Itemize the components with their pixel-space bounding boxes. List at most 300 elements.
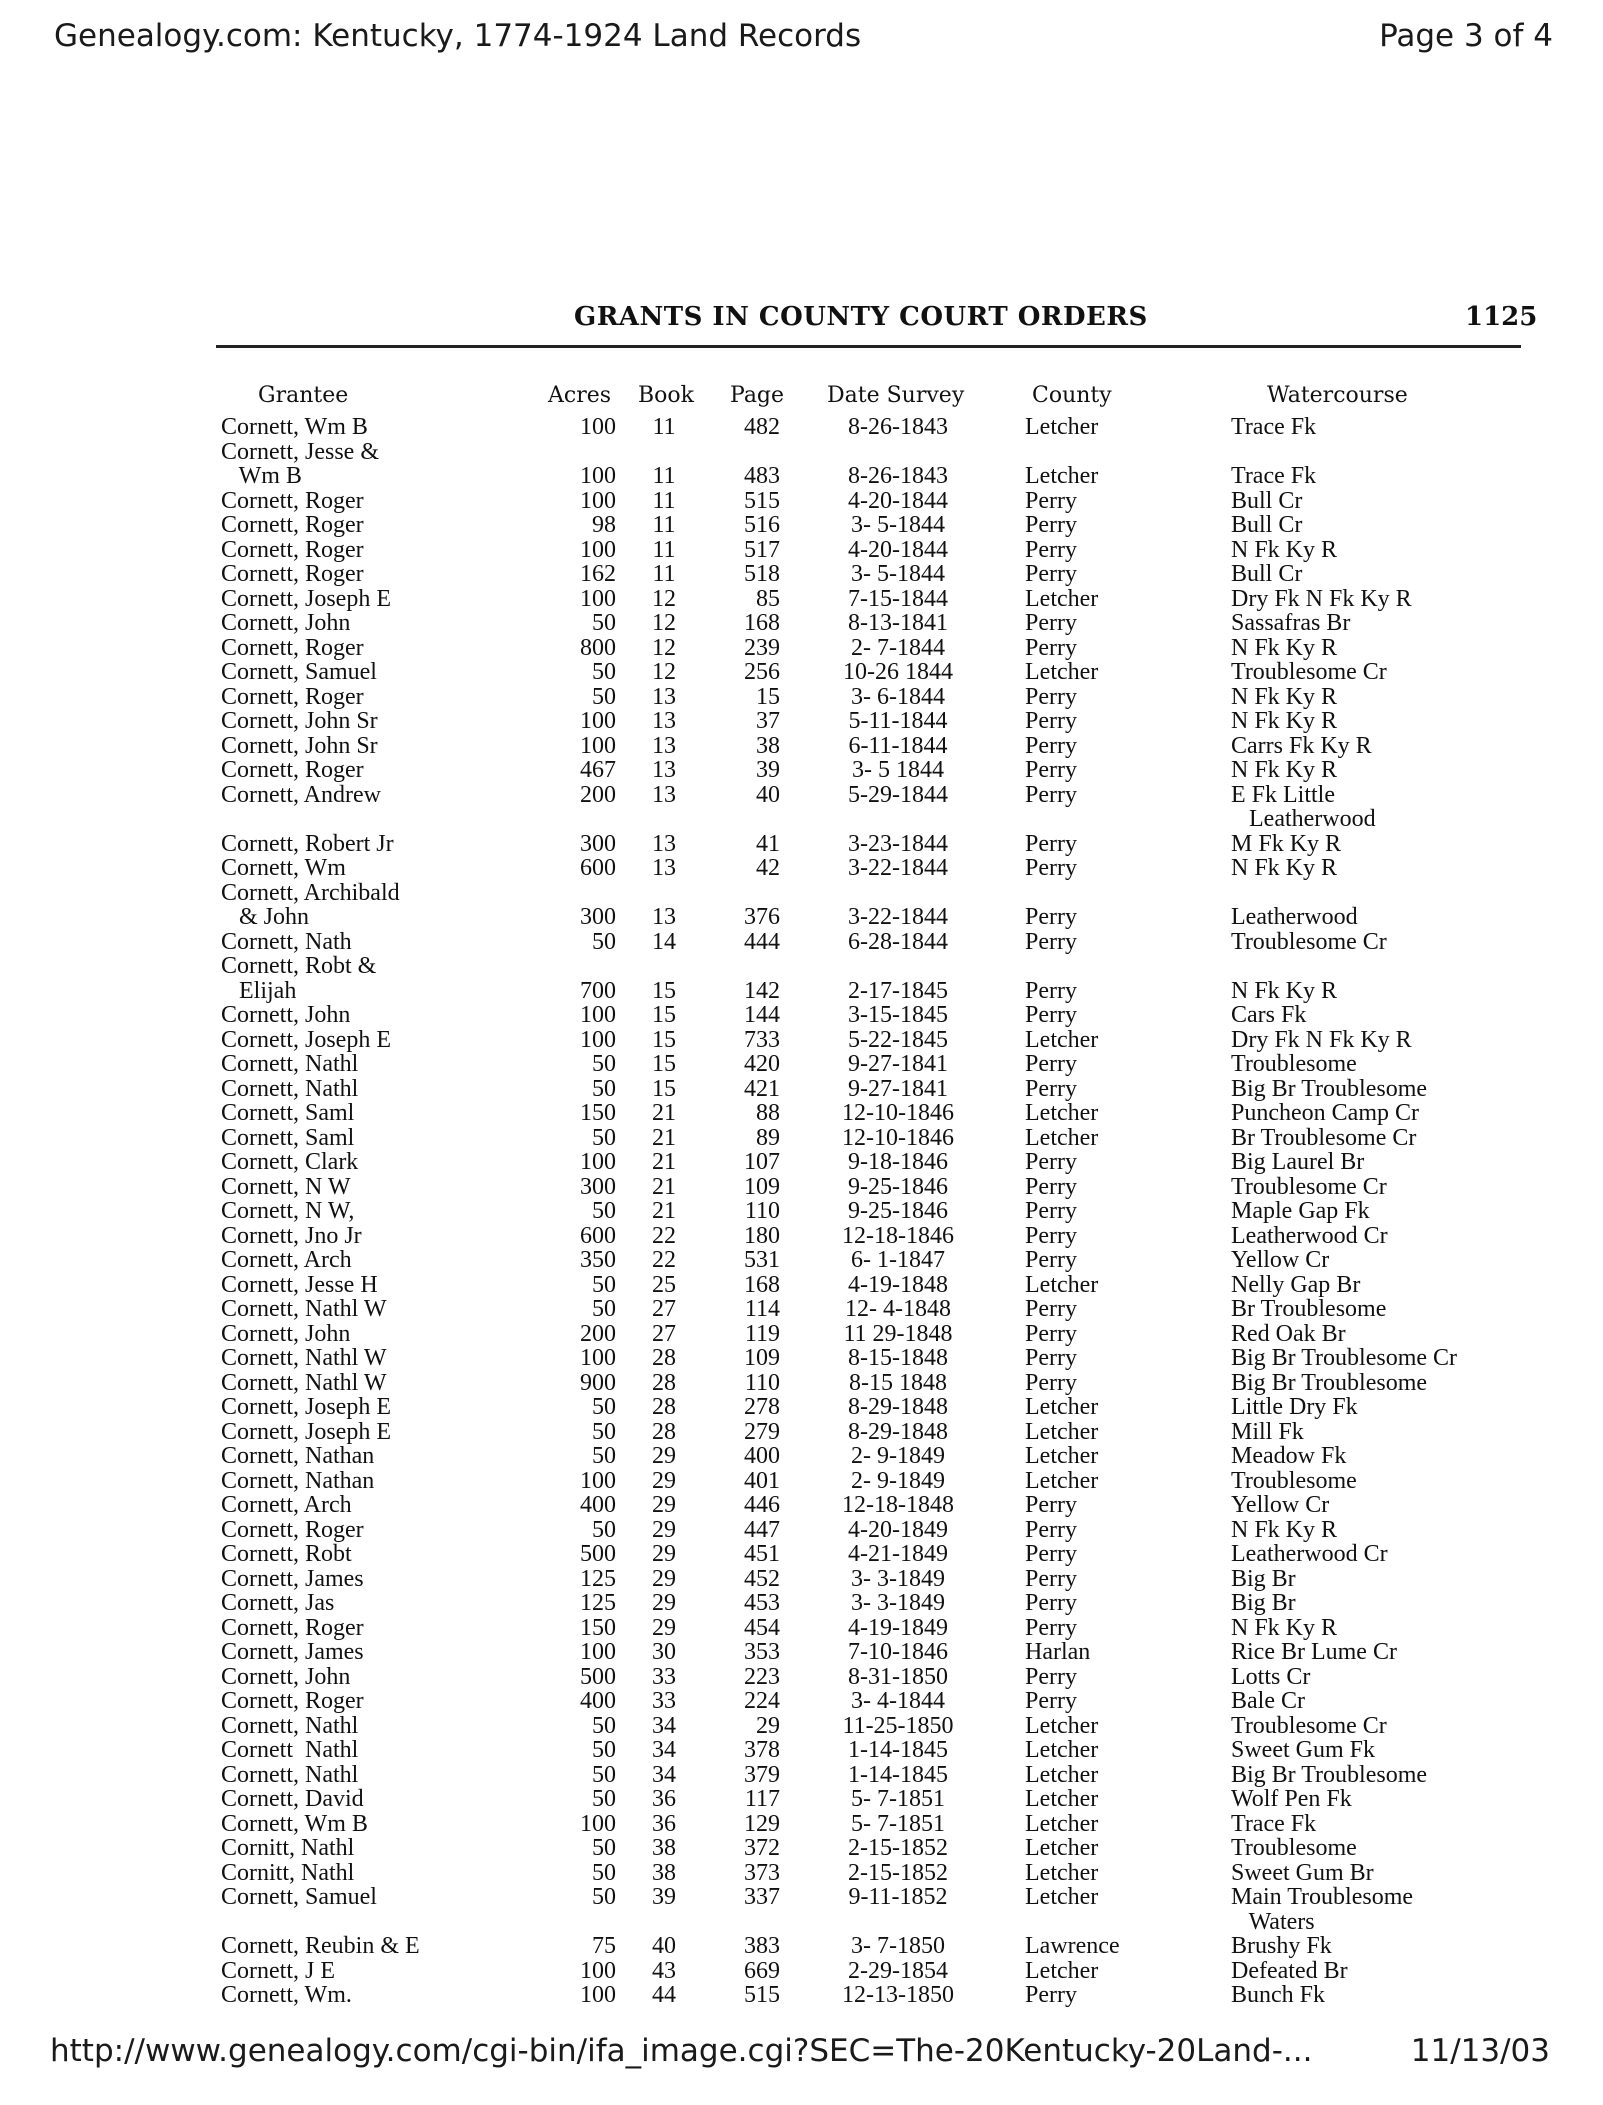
table-row	[0, 1616, 1603, 1641]
grantee-cell: Cornett, Roger	[221, 1516, 364, 1543]
page-cell: 129	[744, 1810, 780, 1837]
watercourse-cell: Yellow Cr	[1231, 1492, 1330, 1518]
date-survey-cell: 9-25-1846	[848, 1198, 948, 1224]
watercourse-cell: Troublesome Cr	[1231, 659, 1387, 685]
acres-cell: 100	[580, 1639, 616, 1665]
watercourse-cell: Puncheon Camp Cr	[1231, 1100, 1419, 1126]
col-acres: Acres	[548, 383, 612, 408]
watercourse-cell: Troublesome Cr	[1231, 1173, 1387, 1200]
watercourse-cell: N Fk Ky R	[1231, 708, 1338, 734]
county-cell: Perry	[1025, 1590, 1077, 1616]
table-row	[0, 660, 1603, 685]
watercourse-cell: N Fk Ky R	[1231, 1516, 1338, 1543]
date-survey-cell: 1-14-1845	[848, 1761, 948, 1788]
book-cell: 28	[652, 1394, 676, 1420]
book-cell: 38	[652, 1835, 676, 1861]
table-row	[0, 1248, 1603, 1273]
watercourse-cell: Leatherwood Cr	[1231, 1222, 1388, 1249]
acres-cell: 100	[580, 1467, 616, 1494]
county-cell: Perry	[1025, 830, 1077, 857]
acres-cell: 50	[592, 1884, 616, 1910]
page-cell: 224	[744, 1688, 780, 1714]
grantee-cell: Cornett, Arch	[221, 1492, 352, 1518]
acres-cell: 100	[580, 463, 616, 489]
acres-cell: 50	[592, 1418, 616, 1445]
acres-cell: 100	[580, 1149, 616, 1175]
acres-cell: 467	[580, 757, 616, 783]
col-grantee: Grantee	[258, 383, 349, 408]
grantee-cell: Cornett, Roger	[221, 536, 364, 563]
page-cell: 89	[756, 1124, 780, 1151]
date-survey-cell: 2-15-1852	[848, 1835, 948, 1861]
book-cell: 33	[652, 1688, 676, 1714]
county-cell: Perry	[1025, 634, 1077, 661]
county-cell: Letcher	[1025, 1835, 1099, 1861]
acres-cell: 100	[580, 1982, 616, 2008]
book-cell: 15	[652, 1051, 676, 1077]
date-survey-cell: 11 29-1848	[843, 1320, 953, 1347]
watercourse-cell: Trace Fk	[1231, 414, 1317, 440]
book-cell: 21	[652, 1198, 676, 1224]
county-cell: Letcher	[1025, 1884, 1099, 1910]
book-cell: 11	[652, 512, 676, 538]
grantee-cell: Cornett, J E	[221, 1957, 335, 1984]
grantee-cell: Cornett, Roger	[221, 512, 364, 538]
book-cell: 13	[652, 904, 676, 930]
date-survey-cell: 4-20-1844	[848, 536, 948, 563]
county-cell: Perry	[1025, 1345, 1077, 1371]
county-cell: Perry	[1025, 1149, 1077, 1175]
county-cell: Perry	[1025, 732, 1077, 759]
grantee-cell: Cornett, Roger	[221, 561, 364, 587]
county-cell: Perry	[1025, 1296, 1077, 1322]
acres-cell: 50	[592, 1271, 616, 1298]
watercourse-cell: N Fk Ky R	[1231, 683, 1338, 710]
county-cell: Letcher	[1025, 1786, 1099, 1812]
date-survey-cell: 4-20-1844	[848, 487, 948, 514]
table-row	[0, 1224, 1603, 1249]
page-cell: 144	[744, 1002, 780, 1028]
page-cell: 372	[744, 1835, 780, 1861]
grantee-cell: Cornett, Andrew	[221, 781, 381, 808]
acres-cell: 800	[580, 634, 616, 661]
col-watercourse: Watercourse	[1267, 383, 1408, 408]
page-cell: 447	[744, 1516, 780, 1543]
page-cell: 531	[744, 1247, 780, 1273]
watercourse-cell: Yellow Cr	[1231, 1247, 1330, 1273]
table-row	[0, 1591, 1603, 1616]
acres-cell: 100	[580, 732, 616, 759]
county-cell: Perry	[1025, 610, 1077, 636]
table-row	[0, 1150, 1603, 1175]
table-row	[0, 440, 1603, 465]
acres-cell: 50	[592, 1761, 616, 1788]
page-cell: 168	[744, 1271, 780, 1298]
watercourse-cell: Bull Cr	[1231, 512, 1303, 538]
table-row	[0, 562, 1603, 587]
watercourse-cell: Troublesome	[1231, 1051, 1357, 1077]
col-date: Date Survey	[827, 383, 965, 408]
county-cell: Perry	[1025, 708, 1077, 734]
county-cell: Letcher	[1025, 1737, 1099, 1763]
date-survey-cell: 12-18-1846	[842, 1222, 954, 1249]
watercourse-cell: Leatherwood	[1231, 904, 1358, 930]
col-county: County	[1032, 383, 1112, 408]
county-cell: Perry	[1025, 1565, 1077, 1592]
book-cell: 13	[652, 781, 676, 808]
county-cell: Perry	[1025, 536, 1077, 563]
acres-cell: 100	[580, 1002, 616, 1028]
book-cell: 13	[652, 830, 676, 857]
page-cell: 110	[744, 1369, 780, 1396]
table-row	[0, 1665, 1603, 1690]
page-cell: 373	[744, 1859, 780, 1886]
book-cell: 29	[652, 1614, 676, 1641]
book-cell: 11	[652, 463, 676, 489]
book-cell: 12	[652, 585, 676, 612]
grantee-cell: Cornett, Saml	[221, 1124, 355, 1151]
county-cell: Letcher	[1025, 1394, 1099, 1420]
watercourse-cell: Troublesome	[1231, 1467, 1357, 1494]
acres-cell: 50	[592, 1075, 616, 1102]
table-row	[0, 856, 1603, 881]
county-cell: Lawrence	[1025, 1933, 1120, 1959]
acres-cell: 50	[592, 1786, 616, 1812]
date-survey-cell: 3-15-1845	[848, 1002, 948, 1028]
book-cell: 29	[652, 1565, 676, 1592]
acres-cell: 162	[580, 561, 616, 587]
table-row	[0, 905, 1603, 930]
watercourse-cell: Waters	[1231, 1908, 1315, 1935]
acres-cell: 125	[580, 1590, 616, 1616]
book-cell: 38	[652, 1859, 676, 1886]
watercourse-cell: Sweet Gum Br	[1231, 1859, 1374, 1886]
table-row	[0, 1714, 1603, 1739]
page-cell: 401	[744, 1467, 780, 1494]
book-cell: 13	[652, 708, 676, 734]
grantee-cell: Cornett, Samuel	[221, 1884, 377, 1910]
county-cell: Perry	[1025, 1369, 1077, 1396]
acres-cell: 125	[580, 1565, 616, 1592]
grantee-cell: Cornett, Joseph E	[221, 585, 391, 612]
column-headers	[0, 383, 1603, 413]
page-cell: 109	[744, 1173, 780, 1200]
county-cell: Perry	[1025, 487, 1077, 514]
watercourse-cell: Trace Fk	[1231, 463, 1317, 489]
watercourse-cell: N Fk Ky R	[1231, 1614, 1338, 1641]
acres-cell: 300	[580, 904, 616, 930]
watercourse-cell: Big Laurel Br	[1231, 1149, 1365, 1175]
table-row	[0, 758, 1603, 783]
book-cell: 29	[652, 1590, 676, 1616]
grantee-cell: Cornett, Nathl	[221, 1761, 359, 1788]
table-row	[0, 1420, 1603, 1445]
grantee-cell: Cornett, Clark	[221, 1149, 359, 1175]
book-cell: 43	[652, 1957, 676, 1984]
watercourse-cell: Big Br Troublesome	[1231, 1761, 1428, 1788]
date-survey-cell: 3- 6-1844	[851, 683, 945, 710]
acres-cell: 100	[580, 585, 616, 612]
acres-cell: 50	[592, 1516, 616, 1543]
watercourse-cell: Leatherwood Cr	[1231, 1541, 1388, 1567]
title-rule	[216, 345, 1521, 348]
acres-cell: 50	[592, 659, 616, 685]
page-cell: 88	[756, 1100, 780, 1126]
date-survey-cell: 8-26-1843	[848, 463, 948, 489]
book-cell: 12	[652, 634, 676, 661]
table-row	[0, 1910, 1603, 1935]
page-cell: 453	[744, 1590, 780, 1616]
acres-cell: 100	[580, 1810, 616, 1837]
book-cell: 34	[652, 1712, 676, 1739]
table-row	[0, 1469, 1603, 1494]
acres-cell: 100	[580, 708, 616, 734]
watercourse-cell: Meadow Fk	[1231, 1443, 1347, 1469]
acres-cell: 150	[580, 1100, 616, 1126]
grantee-cell: Cornett, Nathl	[221, 1712, 359, 1739]
county-cell: Perry	[1025, 977, 1077, 1004]
county-cell: Perry	[1025, 1222, 1077, 1249]
table-row	[0, 979, 1603, 1004]
book-cell: 22	[652, 1247, 676, 1273]
date-survey-cell: 2-15-1852	[848, 1859, 948, 1886]
grantee-cell: Cornett, Joseph E	[221, 1026, 391, 1053]
book-cell: 21	[652, 1124, 676, 1151]
book-cell: 11	[652, 536, 676, 563]
table-row	[0, 1983, 1603, 2008]
print-footer-url: http://www.genealogy.com/cgi-bin/ifa_image.cgi?SEC=The-20Kentucky-20Land-...	[50, 2033, 1313, 2069]
print-header-page: Page 3 of 4	[1379, 18, 1553, 54]
watercourse-cell: Defeated Br	[1231, 1957, 1348, 1984]
date-survey-cell: 6-11-1844	[848, 732, 948, 759]
watercourse-cell: Nelly Gap Br	[1231, 1271, 1361, 1298]
grantee-cell: Cornett, Samuel	[221, 659, 377, 685]
acres-cell: 350	[580, 1247, 616, 1273]
page-cell: 117	[744, 1786, 780, 1812]
page-cell: 29	[756, 1712, 780, 1739]
acres-cell: 200	[580, 1320, 616, 1347]
book-cell: 25	[652, 1271, 676, 1298]
table-row	[0, 489, 1603, 514]
book-cell: 33	[652, 1663, 676, 1690]
acres-cell: 900	[580, 1369, 616, 1396]
book-cell: 30	[652, 1639, 676, 1665]
grantee-cell: Cornett, Roger	[221, 487, 364, 514]
acres-cell: 100	[580, 1026, 616, 1053]
county-cell: Letcher	[1025, 1124, 1099, 1151]
acres-cell: 50	[592, 610, 616, 636]
table-row	[0, 807, 1603, 832]
watercourse-cell: N Fk Ky R	[1231, 855, 1338, 881]
date-survey-cell: 12- 4-1848	[845, 1296, 951, 1322]
date-survey-cell: 4-20-1849	[848, 1516, 948, 1543]
watercourse-cell: Rice Br Lume Cr	[1231, 1639, 1397, 1665]
county-cell: Perry	[1025, 1075, 1077, 1102]
page-cell: 444	[744, 928, 780, 955]
table-row	[0, 1199, 1603, 1224]
watercourse-cell: N Fk Ky R	[1231, 634, 1338, 661]
grantee-cell: Cornett Nathl	[221, 1737, 359, 1763]
county-cell: Perry	[1025, 1002, 1077, 1028]
acres-cell: 200	[580, 781, 616, 808]
table-row	[0, 464, 1603, 489]
acres-cell: 50	[592, 1443, 616, 1469]
table-row	[0, 1126, 1603, 1151]
table-row	[0, 1175, 1603, 1200]
acres-cell: 50	[592, 1737, 616, 1763]
grantee-cell: Cornett, Wm	[221, 855, 346, 881]
watercourse-cell: Sweet Gum Fk	[1231, 1737, 1375, 1763]
acres-cell: 600	[580, 1222, 616, 1249]
watercourse-cell: Cars Fk	[1231, 1002, 1307, 1028]
acres-cell: 400	[580, 1688, 616, 1714]
county-cell: Perry	[1025, 1198, 1077, 1224]
grantee-cell: Cornett, Nathl	[221, 1051, 359, 1077]
table-row	[0, 587, 1603, 612]
acres-cell: 50	[592, 1124, 616, 1151]
book-cell: 34	[652, 1761, 676, 1788]
watercourse-cell: Big Br	[1231, 1590, 1296, 1616]
page-cell: 39	[756, 757, 780, 783]
watercourse-cell: Main Troublesome	[1231, 1884, 1414, 1910]
date-survey-cell: 3-22-1844	[848, 904, 948, 930]
page-cell: 119	[744, 1320, 780, 1347]
grantee-cell: Cornett, James	[221, 1639, 364, 1665]
grantee-cell: Wm B	[221, 463, 302, 489]
book-cell: 21	[652, 1149, 676, 1175]
book-cell: 29	[652, 1443, 676, 1469]
page-cell: 353	[744, 1639, 780, 1665]
grantee-cell: Cornett, Jas	[221, 1590, 335, 1616]
page-cell: 518	[744, 561, 780, 587]
date-survey-cell: 8-26-1843	[848, 414, 948, 440]
page-cell: 37	[756, 708, 780, 734]
date-survey-cell: 4-19-1849	[848, 1614, 948, 1641]
print-footer-date: 11/13/03	[1410, 2033, 1550, 2069]
watercourse-cell: Carrs Fk Ky R	[1231, 732, 1372, 759]
table-row	[0, 1028, 1603, 1053]
county-cell: Perry	[1025, 1516, 1077, 1543]
book-cell: 13	[652, 757, 676, 783]
table-row	[0, 1322, 1603, 1347]
grantee-cell: Cornett, Joseph E	[221, 1418, 391, 1445]
book-cell: 12	[652, 610, 676, 636]
table-row	[0, 1371, 1603, 1396]
watercourse-cell: Bale Cr	[1231, 1688, 1305, 1714]
book-cell: 11	[652, 414, 676, 440]
date-survey-cell: 5- 7-1851	[851, 1786, 945, 1812]
page-cell: 110	[744, 1198, 780, 1224]
county-cell: Letcher	[1025, 414, 1099, 440]
table-row	[0, 1861, 1603, 1886]
page-cell: 378	[744, 1737, 780, 1763]
grantee-cell: Cornett, Jesse &	[221, 438, 379, 465]
grantee-cell: Cornett, James	[221, 1565, 364, 1592]
book-cell: 13	[652, 855, 676, 881]
book-cell: 11	[652, 561, 676, 587]
grantee-cell: Cornett, John	[221, 1320, 351, 1347]
county-cell: Perry	[1025, 781, 1077, 808]
county-cell: Perry	[1025, 928, 1077, 955]
date-survey-cell: 8-13-1841	[848, 610, 948, 636]
table-row	[0, 1052, 1603, 1077]
grantee-cell: Cornett, Nathl	[221, 1075, 359, 1102]
acres-cell: 100	[580, 487, 616, 514]
page-cell: 223	[744, 1663, 780, 1690]
table-row	[0, 1567, 1603, 1592]
watercourse-cell: Bunch Fk	[1231, 1982, 1326, 2008]
grantee-cell: Cornett, Wm B	[221, 1810, 368, 1837]
date-survey-cell: 3- 4-1844	[851, 1688, 945, 1714]
grantee-cell: Cornett, Roger	[221, 757, 364, 783]
table-row	[0, 954, 1603, 979]
date-survey-cell: 5- 7-1851	[851, 1810, 945, 1837]
table-row	[0, 1787, 1603, 1812]
table-row	[0, 1640, 1603, 1665]
page-cell: 41	[756, 830, 780, 857]
date-survey-cell: 10-26 1844	[843, 659, 953, 685]
table-row	[0, 1689, 1603, 1714]
grantee-cell: Cornett, Roger	[221, 683, 364, 710]
acres-cell: 700	[580, 977, 616, 1004]
grantee-cell: Elijah	[221, 977, 297, 1004]
watercourse-cell: Leatherwood	[1231, 806, 1376, 832]
acres-cell: 100	[580, 1957, 616, 1984]
acres-cell: 150	[580, 1614, 616, 1641]
acres-cell: 50	[592, 1712, 616, 1739]
page-cell: 515	[744, 487, 780, 514]
county-cell: Perry	[1025, 1663, 1077, 1690]
county-cell: Perry	[1025, 1982, 1077, 2008]
watercourse-cell: Big Br Troublesome Cr	[1231, 1345, 1458, 1371]
table-row	[0, 1444, 1603, 1469]
acres-cell: 50	[592, 683, 616, 710]
book-cell: 15	[652, 1075, 676, 1102]
book-cell: 27	[652, 1296, 676, 1322]
table-row	[0, 1542, 1603, 1567]
date-survey-cell: 8-31-1850	[848, 1663, 948, 1690]
page-cell: 278	[744, 1394, 780, 1420]
page-cell: 256	[744, 659, 780, 685]
watercourse-cell: Br Troublesome Cr	[1231, 1124, 1417, 1151]
book-cell: 29	[652, 1467, 676, 1494]
book-cell: 36	[652, 1786, 676, 1812]
county-cell: Perry	[1025, 1320, 1077, 1347]
date-survey-cell: 6-28-1844	[848, 928, 948, 955]
watercourse-cell: M Fk Ky R	[1231, 830, 1342, 857]
grantee-cell: Cornett, Robert Jr	[221, 830, 394, 857]
page-cell: 279	[744, 1418, 780, 1445]
county-cell: Letcher	[1025, 463, 1099, 489]
county-cell: Perry	[1025, 1688, 1077, 1714]
watercourse-cell: Trace Fk	[1231, 1810, 1317, 1837]
page-cell: 239	[744, 634, 780, 661]
page-cell: 515	[744, 1982, 780, 2008]
acres-cell: 50	[592, 1051, 616, 1077]
watercourse-cell: Brushy Fk	[1231, 1933, 1332, 1959]
book-cell: 44	[652, 1982, 676, 2008]
county-cell: Letcher	[1025, 1418, 1099, 1445]
book-cell: 36	[652, 1810, 676, 1837]
watercourse-cell: Bull Cr	[1231, 561, 1303, 587]
table-row	[0, 1297, 1603, 1322]
table-row	[0, 1812, 1603, 1837]
grantee-cell: Cornett, John	[221, 1002, 351, 1028]
table-row	[0, 1273, 1603, 1298]
grantee-cell: Cornett, Arch	[221, 1247, 352, 1273]
page-cell: 400	[744, 1443, 780, 1469]
grantee-cell: Cornett, John Sr	[221, 708, 378, 734]
